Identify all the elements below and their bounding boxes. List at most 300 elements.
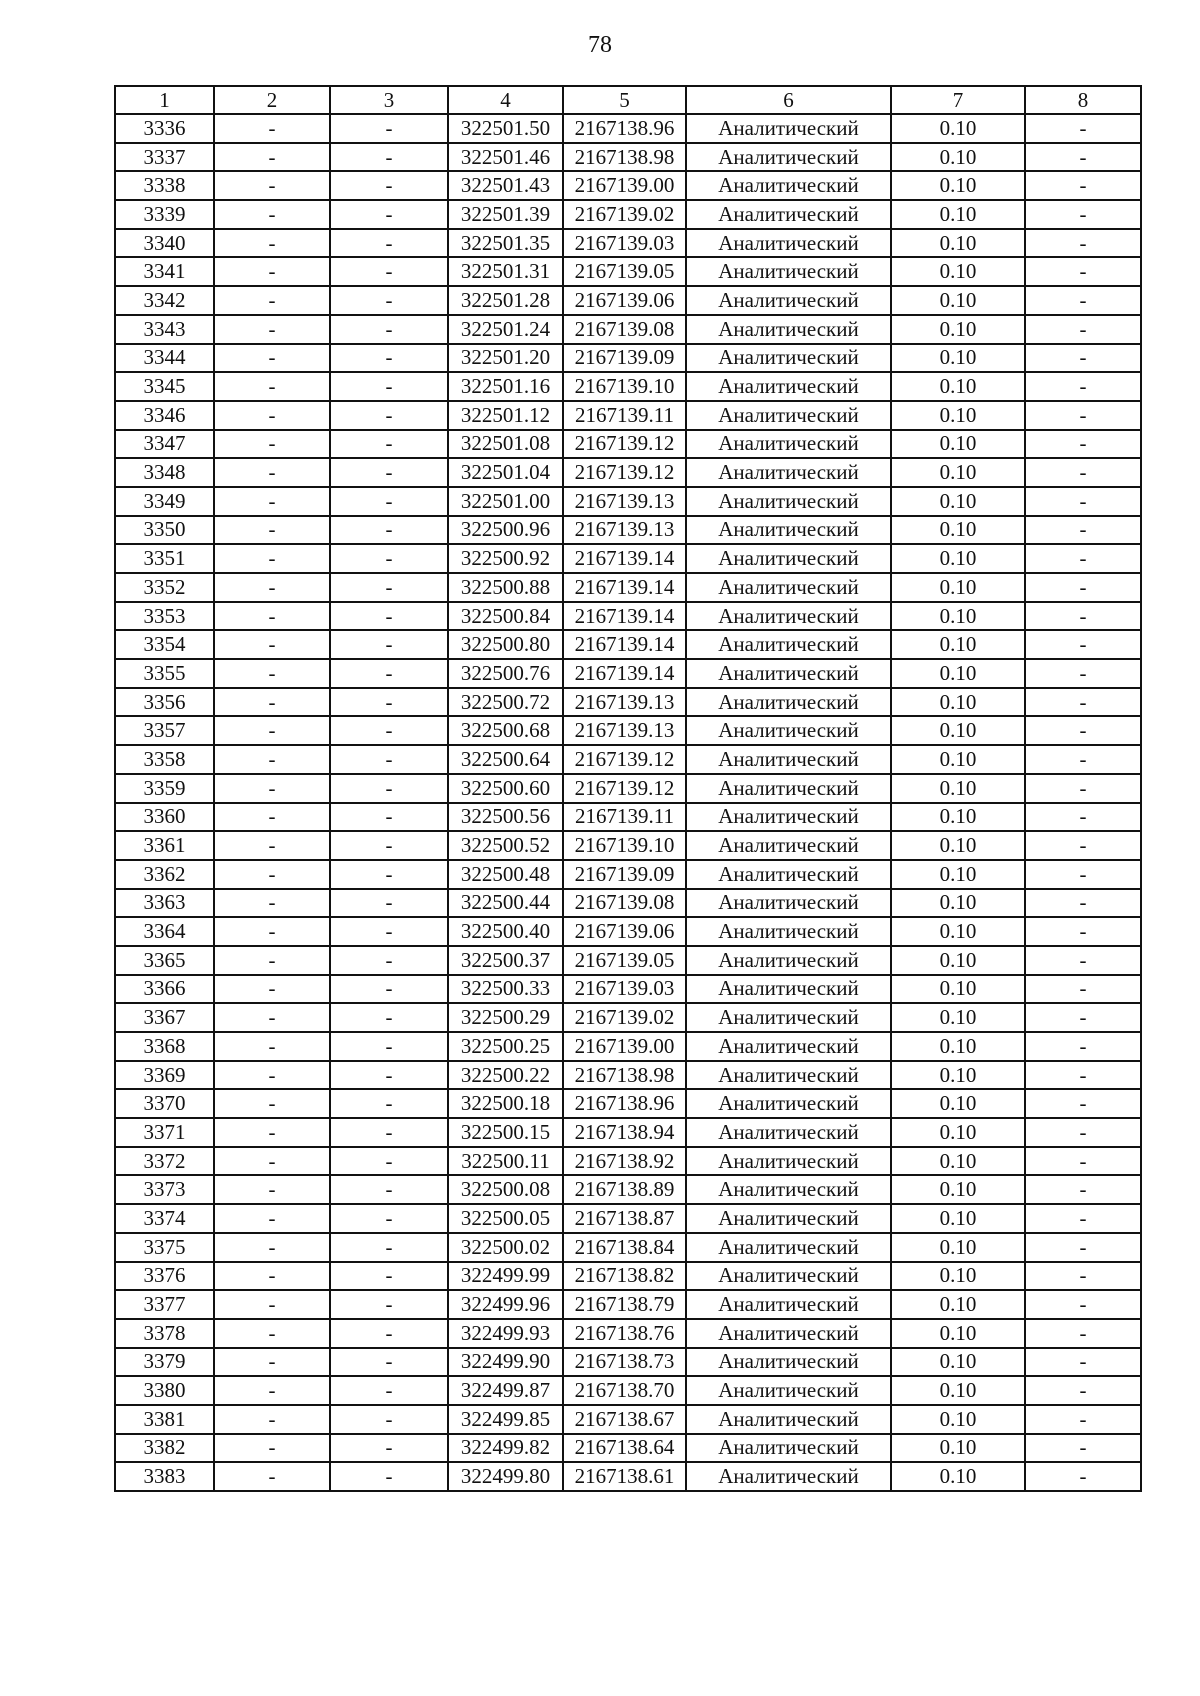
column-3-cell: - [330, 1175, 448, 1204]
table-row [115, 917, 1141, 946]
table-row [115, 975, 1141, 1004]
table-row [115, 630, 1141, 659]
column-3-cell: - [330, 1319, 448, 1348]
x-coordinate-cell: 322500.60 [448, 774, 563, 803]
accuracy-cell: 0.10 [891, 1405, 1025, 1434]
column-8-cell: - [1025, 114, 1141, 143]
column-8-cell: - [1025, 458, 1141, 487]
point-number-cell: 3366 [115, 975, 214, 1004]
table-row [115, 659, 1141, 688]
point-number-cell: 3378 [115, 1319, 214, 1348]
accuracy-cell: 0.10 [891, 1262, 1025, 1291]
x-coordinate-cell: 322500.44 [448, 889, 563, 918]
table-row [115, 745, 1141, 774]
column-3-cell: - [330, 200, 448, 229]
point-number-cell: 3361 [115, 831, 214, 860]
method-cell: Аналитический [686, 171, 891, 200]
y-coordinate-cell: 2167138.70 [563, 1376, 686, 1405]
accuracy-cell: 0.10 [891, 114, 1025, 143]
x-coordinate-cell: 322500.48 [448, 860, 563, 889]
column-8-cell: - [1025, 1462, 1141, 1491]
x-coordinate-cell: 322500.92 [448, 544, 563, 573]
accuracy-cell: 0.10 [891, 1348, 1025, 1377]
method-cell: Аналитический [686, 372, 891, 401]
accuracy-cell: 0.10 [891, 602, 1025, 631]
table-row [115, 573, 1141, 602]
method-cell: Аналитический [686, 630, 891, 659]
x-coordinate-cell: 322501.39 [448, 200, 563, 229]
column-8-cell: - [1025, 1118, 1141, 1147]
method-cell: Аналитический [686, 1290, 891, 1319]
point-number-cell: 3376 [115, 1262, 214, 1291]
point-number-cell: 3340 [115, 229, 214, 258]
method-cell: Аналитический [686, 1319, 891, 1348]
y-coordinate-cell: 2167139.03 [563, 229, 686, 258]
accuracy-cell: 0.10 [891, 1204, 1025, 1233]
column-8-cell: - [1025, 257, 1141, 286]
column-8-cell: - [1025, 946, 1141, 975]
column-2-cell: - [214, 1233, 330, 1262]
table-row [115, 1262, 1141, 1291]
point-number-cell: 3337 [115, 143, 214, 172]
column-header: 7 [891, 86, 1025, 114]
point-number-cell: 3382 [115, 1434, 214, 1463]
point-number-cell: 3375 [115, 1233, 214, 1262]
method-cell: Аналитический [686, 1061, 891, 1090]
table-row [115, 831, 1141, 860]
x-coordinate-cell: 322500.29 [448, 1003, 563, 1032]
point-number-cell: 3360 [115, 803, 214, 832]
table-row [115, 1089, 1141, 1118]
x-coordinate-cell: 322500.08 [448, 1175, 563, 1204]
point-number-cell: 3377 [115, 1290, 214, 1319]
column-3-cell: - [330, 143, 448, 172]
column-2-cell: - [214, 946, 330, 975]
point-number-cell: 3347 [115, 430, 214, 459]
column-2-cell: - [214, 975, 330, 1004]
method-cell: Аналитический [686, 1147, 891, 1176]
x-coordinate-cell: 322500.52 [448, 831, 563, 860]
accuracy-cell: 0.10 [891, 630, 1025, 659]
method-cell: Аналитический [686, 889, 891, 918]
column-2-cell: - [214, 344, 330, 373]
accuracy-cell: 0.10 [891, 1118, 1025, 1147]
column-header: 1 [115, 86, 214, 114]
column-2-cell: - [214, 229, 330, 258]
y-coordinate-cell: 2167138.92 [563, 1147, 686, 1176]
column-2-cell: - [214, 745, 330, 774]
column-8-cell: - [1025, 860, 1141, 889]
column-8-cell: - [1025, 286, 1141, 315]
method-cell: Аналитический [686, 716, 891, 745]
y-coordinate-cell: 2167138.73 [563, 1348, 686, 1377]
y-coordinate-cell: 2167138.98 [563, 1061, 686, 1090]
table-row [115, 315, 1141, 344]
column-2-cell: - [214, 143, 330, 172]
accuracy-cell: 0.10 [891, 745, 1025, 774]
x-coordinate-cell: 322501.46 [448, 143, 563, 172]
y-coordinate-cell: 2167139.12 [563, 458, 686, 487]
column-8-cell: - [1025, 659, 1141, 688]
method-cell: Аналитический [686, 774, 891, 803]
column-2-cell: - [214, 803, 330, 832]
method-cell: Аналитический [686, 143, 891, 172]
column-3-cell: - [330, 516, 448, 545]
x-coordinate-cell: 322500.37 [448, 946, 563, 975]
x-coordinate-cell: 322499.93 [448, 1319, 563, 1348]
x-coordinate-cell: 322500.80 [448, 630, 563, 659]
point-number-cell: 3339 [115, 200, 214, 229]
method-cell: Аналитический [686, 860, 891, 889]
column-2-cell: - [214, 516, 330, 545]
x-coordinate-cell: 322500.40 [448, 917, 563, 946]
x-coordinate-cell: 322499.80 [448, 1462, 563, 1491]
point-number-cell: 3341 [115, 257, 214, 286]
point-number-cell: 3348 [115, 458, 214, 487]
y-coordinate-cell: 2167139.13 [563, 487, 686, 516]
column-8-cell: - [1025, 1003, 1141, 1032]
accuracy-cell: 0.10 [891, 688, 1025, 717]
y-coordinate-cell: 2167139.09 [563, 860, 686, 889]
column-2-cell: - [214, 487, 330, 516]
column-8-cell: - [1025, 430, 1141, 459]
table-row [115, 1376, 1141, 1405]
column-2-cell: - [214, 659, 330, 688]
table-row [115, 229, 1141, 258]
column-3-cell: - [330, 1204, 448, 1233]
table-row [115, 257, 1141, 286]
method-cell: Аналитический [686, 1089, 891, 1118]
column-2-cell: - [214, 257, 330, 286]
table-row [115, 1204, 1141, 1233]
y-coordinate-cell: 2167138.87 [563, 1204, 686, 1233]
method-cell: Аналитический [686, 975, 891, 1004]
column-header: 4 [448, 86, 563, 114]
method-cell: Аналитический [686, 659, 891, 688]
column-header: 2 [214, 86, 330, 114]
table-row [115, 1233, 1141, 1262]
table-row [115, 200, 1141, 229]
table-row [115, 1319, 1141, 1348]
x-coordinate-cell: 322500.72 [448, 688, 563, 717]
column-header: 8 [1025, 86, 1141, 114]
column-3-cell: - [330, 688, 448, 717]
column-2-cell: - [214, 286, 330, 315]
column-3-cell: - [330, 487, 448, 516]
method-cell: Аналитический [686, 1003, 891, 1032]
point-number-cell: 3349 [115, 487, 214, 516]
method-cell: Аналитический [686, 946, 891, 975]
y-coordinate-cell: 2167138.96 [563, 1089, 686, 1118]
accuracy-cell: 0.10 [891, 372, 1025, 401]
point-number-cell: 3351 [115, 544, 214, 573]
column-2-cell: - [214, 544, 330, 573]
accuracy-cell: 0.10 [891, 200, 1025, 229]
accuracy-cell: 0.10 [891, 1233, 1025, 1262]
y-coordinate-cell: 2167138.94 [563, 1118, 686, 1147]
y-coordinate-cell: 2167138.61 [563, 1462, 686, 1491]
x-coordinate-cell: 322500.64 [448, 745, 563, 774]
x-coordinate-cell: 322500.56 [448, 803, 563, 832]
point-number-cell: 3358 [115, 745, 214, 774]
column-3-cell: - [330, 602, 448, 631]
method-cell: Аналитический [686, 458, 891, 487]
column-3-cell: - [330, 1262, 448, 1291]
column-3-cell: - [330, 946, 448, 975]
table-row [115, 544, 1141, 573]
x-coordinate-cell: 322500.25 [448, 1032, 563, 1061]
table-row [115, 803, 1141, 832]
column-3-cell: - [330, 1118, 448, 1147]
column-header: 5 [563, 86, 686, 114]
column-3-cell: - [330, 544, 448, 573]
column-3-cell: - [330, 1462, 448, 1491]
method-cell: Аналитический [686, 831, 891, 860]
column-2-cell: - [214, 1462, 330, 1491]
column-2-cell: - [214, 114, 330, 143]
accuracy-cell: 0.10 [891, 487, 1025, 516]
column-8-cell: - [1025, 602, 1141, 631]
accuracy-cell: 0.10 [891, 286, 1025, 315]
y-coordinate-cell: 2167139.12 [563, 430, 686, 459]
accuracy-cell: 0.10 [891, 401, 1025, 430]
column-3-cell: - [330, 229, 448, 258]
column-3-cell: - [330, 1147, 448, 1176]
column-3-cell: - [330, 1089, 448, 1118]
point-number-cell: 3372 [115, 1147, 214, 1176]
point-number-cell: 3353 [115, 602, 214, 631]
column-3-cell: - [330, 1032, 448, 1061]
x-coordinate-cell: 322501.04 [448, 458, 563, 487]
accuracy-cell: 0.10 [891, 659, 1025, 688]
method-cell: Аналитический [686, 1233, 891, 1262]
table-row [115, 946, 1141, 975]
x-coordinate-cell: 322501.43 [448, 171, 563, 200]
accuracy-cell: 0.10 [891, 1003, 1025, 1032]
x-coordinate-cell: 322501.24 [448, 315, 563, 344]
table-row [115, 1118, 1141, 1147]
column-8-cell: - [1025, 516, 1141, 545]
column-8-cell: - [1025, 229, 1141, 258]
column-8-cell: - [1025, 975, 1141, 1004]
method-cell: Аналитический [686, 516, 891, 545]
y-coordinate-cell: 2167139.10 [563, 831, 686, 860]
column-8-cell: - [1025, 716, 1141, 745]
column-header: 6 [686, 86, 891, 114]
point-number-cell: 3346 [115, 401, 214, 430]
column-8-cell: - [1025, 1262, 1141, 1291]
y-coordinate-cell: 2167139.14 [563, 544, 686, 573]
accuracy-cell: 0.10 [891, 917, 1025, 946]
method-cell: Аналитический [686, 1405, 891, 1434]
x-coordinate-cell: 322499.87 [448, 1376, 563, 1405]
accuracy-cell: 0.10 [891, 1376, 1025, 1405]
x-coordinate-cell: 322500.68 [448, 716, 563, 745]
table-row [115, 1405, 1141, 1434]
x-coordinate-cell: 322501.31 [448, 257, 563, 286]
column-8-cell: - [1025, 1376, 1141, 1405]
column-2-cell: - [214, 1434, 330, 1463]
column-2-cell: - [214, 200, 330, 229]
accuracy-cell: 0.10 [891, 1319, 1025, 1348]
method-cell: Аналитический [686, 688, 891, 717]
column-3-cell: - [330, 257, 448, 286]
y-coordinate-cell: 2167139.13 [563, 516, 686, 545]
point-number-cell: 3343 [115, 315, 214, 344]
column-8-cell: - [1025, 1405, 1141, 1434]
column-2-cell: - [214, 1319, 330, 1348]
table-row [115, 430, 1141, 459]
y-coordinate-cell: 2167138.64 [563, 1434, 686, 1463]
point-number-cell: 3370 [115, 1089, 214, 1118]
column-2-cell: - [214, 1290, 330, 1319]
y-coordinate-cell: 2167139.09 [563, 344, 686, 373]
table-row [115, 1003, 1141, 1032]
point-number-cell: 3365 [115, 946, 214, 975]
point-number-cell: 3350 [115, 516, 214, 545]
y-coordinate-cell: 2167139.14 [563, 573, 686, 602]
accuracy-cell: 0.10 [891, 315, 1025, 344]
table-row [115, 286, 1141, 315]
x-coordinate-cell: 322501.16 [448, 372, 563, 401]
accuracy-cell: 0.10 [891, 143, 1025, 172]
point-number-cell: 3367 [115, 1003, 214, 1032]
column-2-cell: - [214, 889, 330, 918]
accuracy-cell: 0.10 [891, 860, 1025, 889]
column-2-cell: - [214, 831, 330, 860]
column-2-cell: - [214, 602, 330, 631]
column-8-cell: - [1025, 917, 1141, 946]
method-cell: Аналитический [686, 1175, 891, 1204]
method-cell: Аналитический [686, 286, 891, 315]
y-coordinate-cell: 2167139.06 [563, 917, 686, 946]
y-coordinate-cell: 2167139.05 [563, 257, 686, 286]
column-8-cell: - [1025, 745, 1141, 774]
column-8-cell: - [1025, 1319, 1141, 1348]
column-8-cell: - [1025, 315, 1141, 344]
accuracy-cell: 0.10 [891, 889, 1025, 918]
point-number-cell: 3371 [115, 1118, 214, 1147]
column-2-cell: - [214, 430, 330, 459]
x-coordinate-cell: 322499.96 [448, 1290, 563, 1319]
method-cell: Аналитический [686, 401, 891, 430]
column-3-cell: - [330, 372, 448, 401]
column-8-cell: - [1025, 200, 1141, 229]
column-3-cell: - [330, 860, 448, 889]
method-cell: Аналитический [686, 1462, 891, 1491]
accuracy-cell: 0.10 [891, 430, 1025, 459]
point-number-cell: 3345 [115, 372, 214, 401]
method-cell: Аналитический [686, 344, 891, 373]
column-8-cell: - [1025, 401, 1141, 430]
column-2-cell: - [214, 1262, 330, 1291]
column-8-cell: - [1025, 372, 1141, 401]
table-row [115, 1147, 1141, 1176]
column-3-cell: - [330, 745, 448, 774]
accuracy-cell: 0.10 [891, 544, 1025, 573]
column-8-cell: - [1025, 1061, 1141, 1090]
y-coordinate-cell: 2167138.89 [563, 1175, 686, 1204]
method-cell: Аналитический [686, 1376, 891, 1405]
y-coordinate-cell: 2167139.05 [563, 946, 686, 975]
table-row [115, 1434, 1141, 1463]
table-header-row [115, 86, 1141, 114]
x-coordinate-cell: 322500.88 [448, 573, 563, 602]
column-3-cell: - [330, 1405, 448, 1434]
table-row [115, 458, 1141, 487]
column-2-cell: - [214, 1175, 330, 1204]
column-2-cell: - [214, 1032, 330, 1061]
column-3-cell: - [330, 975, 448, 1004]
column-2-cell: - [214, 688, 330, 717]
column-2-cell: - [214, 1147, 330, 1176]
column-8-cell: - [1025, 889, 1141, 918]
column-2-cell: - [214, 1118, 330, 1147]
column-3-cell: - [330, 344, 448, 373]
column-3-cell: - [330, 114, 448, 143]
x-coordinate-cell: 322500.96 [448, 516, 563, 545]
y-coordinate-cell: 2167138.79 [563, 1290, 686, 1319]
method-cell: Аналитический [686, 487, 891, 516]
column-8-cell: - [1025, 544, 1141, 573]
y-coordinate-cell: 2167138.96 [563, 114, 686, 143]
column-2-cell: - [214, 372, 330, 401]
column-2-cell: - [214, 573, 330, 602]
method-cell: Аналитический [686, 602, 891, 631]
column-8-cell: - [1025, 688, 1141, 717]
x-coordinate-cell: 322501.28 [448, 286, 563, 315]
column-8-cell: - [1025, 1233, 1141, 1262]
column-2-cell: - [214, 1348, 330, 1377]
y-coordinate-cell: 2167139.03 [563, 975, 686, 1004]
table-row [115, 143, 1141, 172]
point-number-cell: 3359 [115, 774, 214, 803]
method-cell: Аналитический [686, 1032, 891, 1061]
accuracy-cell: 0.10 [891, 1462, 1025, 1491]
method-cell: Аналитический [686, 114, 891, 143]
x-coordinate-cell: 322499.85 [448, 1405, 563, 1434]
table-row [115, 716, 1141, 745]
column-3-cell: - [330, 1434, 448, 1463]
column-2-cell: - [214, 315, 330, 344]
column-8-cell: - [1025, 1147, 1141, 1176]
table-row [115, 1061, 1141, 1090]
point-number-cell: 3363 [115, 889, 214, 918]
y-coordinate-cell: 2167138.84 [563, 1233, 686, 1262]
column-2-cell: - [214, 774, 330, 803]
column-2-cell: - [214, 458, 330, 487]
accuracy-cell: 0.10 [891, 1089, 1025, 1118]
column-8-cell: - [1025, 344, 1141, 373]
accuracy-cell: 0.10 [891, 774, 1025, 803]
accuracy-cell: 0.10 [891, 229, 1025, 258]
table-row [115, 344, 1141, 373]
y-coordinate-cell: 2167138.76 [563, 1319, 686, 1348]
table-row [115, 1290, 1141, 1319]
point-number-cell: 3357 [115, 716, 214, 745]
accuracy-cell: 0.10 [891, 946, 1025, 975]
accuracy-cell: 0.10 [891, 716, 1025, 745]
x-coordinate-cell: 322501.12 [448, 401, 563, 430]
y-coordinate-cell: 2167139.14 [563, 602, 686, 631]
table-body [115, 114, 1141, 1491]
point-number-cell: 3362 [115, 860, 214, 889]
point-number-cell: 3355 [115, 659, 214, 688]
column-8-cell: - [1025, 1175, 1141, 1204]
point-number-cell: 3364 [115, 917, 214, 946]
column-3-cell: - [330, 630, 448, 659]
coordinates-table [114, 85, 1142, 1492]
